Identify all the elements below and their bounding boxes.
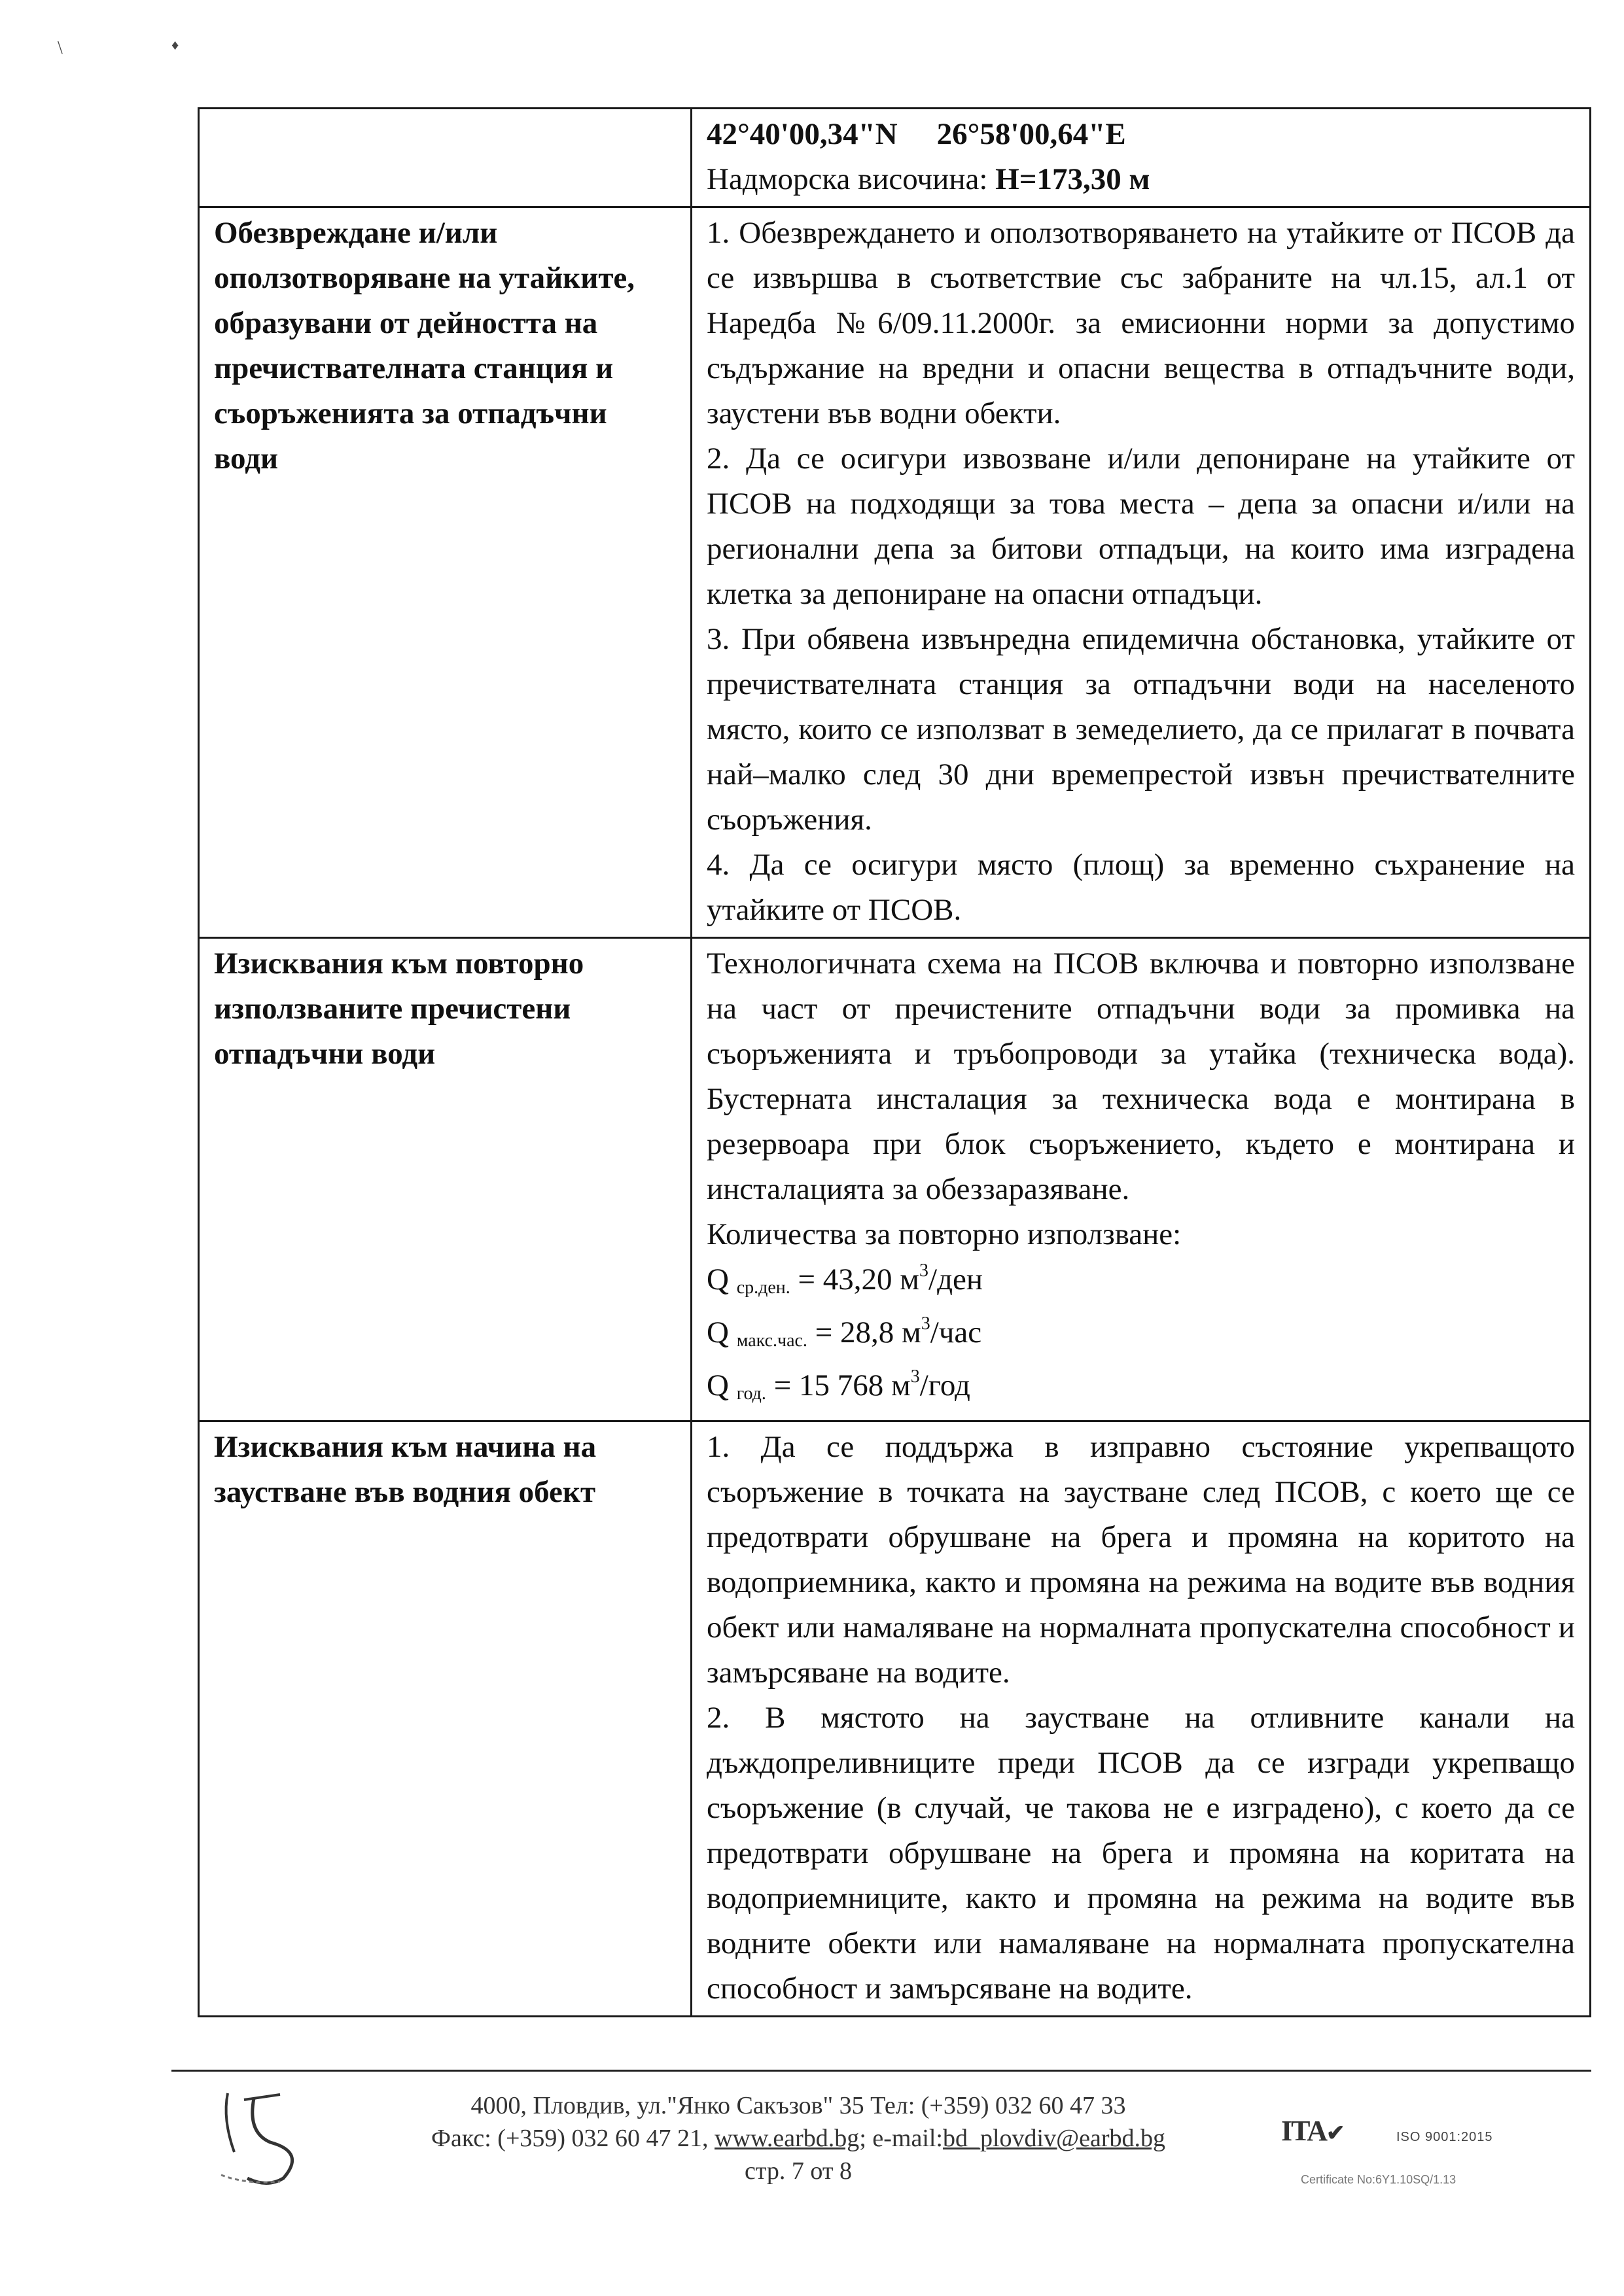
organization-logo-icon (208, 2080, 339, 2191)
row-content-cell (692, 1421, 1591, 2017)
latitude: 42°40'00,34"N (707, 117, 898, 151)
page-number: стр. 7 от 8 (744, 2157, 853, 2185)
table-row (199, 938, 1591, 1421)
coordinates (707, 112, 1575, 157)
longitude: 26°58'00,64"E (936, 117, 1126, 151)
row-content-cell (692, 207, 1591, 938)
quantity-line: Q $_{ср.ден.}$ = 43,20 $м^3$/ден (707, 1261, 983, 1298)
iso-certification: ISO 9001:2015 (1396, 2130, 1493, 2144)
row-heading-cell (199, 109, 692, 207)
requirement-paragraph: 1. Да се поддържа в изправно състояние укрепващото съоръжение в точката на заустване след ПСОВ, с което ще се предотврати обрушване на брега и промяна на коритото на водоприемника, както и промяна на режима на водите във водния обект или намаляване на нормалната пропускателна способност и замърсяване на водите. (707, 1430, 1575, 1690)
scan-mark: ♦ (171, 37, 179, 53)
footer-contacts (353, 2089, 1243, 2187)
row-heading-cell: Изисквания към начина на заустване във водния обект (199, 1421, 692, 2017)
table-row (199, 1421, 1591, 2017)
website-link[interactable]: www.earbd.bg (715, 2125, 860, 2152)
requirement-paragraph: Технологичната схема на ПСОВ включва и повторно използване на част от пречистените отпадъчни води за промивка на съоръженията и тръбопроводи за утайка (техническа вода). Бустерната инсталация за техническа вода е монтирана в резервоара при блок съоръжението, където е монтирана и инсталацията за обеззаразяване. (707, 947, 1575, 1206)
requirement-paragraph: 2. В мястото на заустване на отливните канали на дъждопреливниците преди ПСОВ да се изгради укрепващо съоръжение (в случай, че такова не е изградено), с което да се предотврати обрушване на брега и промяна на коритата на водоприемниците, както и промяна на режима на водите във водните обекти или намаляване на нормалната пропускателна способност и замърсяване на водите. (707, 1701, 1575, 2006)
table-row (199, 109, 1591, 207)
footer-address: 4000, Пловдив, ул."Янко Сакъзов" 35 Тел: (+359) 032 60 47 33 (470, 2092, 1126, 2119)
footer-fax-line: Факс: (+359) 032 60 47 21, www.earbd.bg; e-mail:bd_plovdiv@earbd.bg (431, 2125, 1165, 2152)
coordinates-cell (692, 109, 1591, 207)
requirement-paragraph: 4. Да се осигури място (площ) за временно съхранение на утайките от ПСОВ. (707, 848, 1575, 927)
requirement-paragraph: Количества за повторно използване: (707, 1217, 1182, 1251)
table-row (199, 207, 1591, 938)
scan-mark: \ (58, 38, 63, 58)
requirement-paragraph: 3. При обявена извънредна епидемична обстановка, утайките от пречиствателната станция за отпадъчни води на населеното място, които се използват в земеделието, да се прилагат в почвата най–малко след 30 дни времепрестой извън пречиствателните съоръжения. (707, 622, 1575, 837)
certificate-number: Certificate No:6Y1.10SQ/1.13 (1301, 2173, 1456, 2186)
altitude (707, 157, 1575, 202)
row-heading-cell: Изисквания към повторно използваните пречистени отпадъчни води (199, 938, 692, 1421)
quantity-line: Q $_{год.}$ = 15 768 $м^3$/год (707, 1366, 970, 1404)
requirement-paragraph: 2. Да се осигури извозване и/или депониране на утайките от ПСОВ на подходящи за това места – депа за опасни и/или на регионални депа за битови отпадъци, на които има изградена клетка за депониране на опасни отпадъци. (707, 442, 1575, 611)
email-link[interactable]: bd_plovdiv@earbd.bg (943, 2125, 1165, 2152)
ita-logo: ITA✔ (1281, 2115, 1344, 2147)
requirement-paragraph: 1. Обезвреждането и оползотворяването на утайките от ПСОВ да се извършва в съответствие със забраните на чл.15, ал.1 от Наредба №6/09.11.2000г. за емисионни норми за допустимо съдържание на вредни и опасни вещества в отпадъчните води, заустени във водни обекти. (707, 216, 1575, 430)
check-icon: ✔ (1326, 2121, 1344, 2146)
altitude-label: Надморска височина: (707, 162, 996, 196)
quantity-line: Q $_{макс.час.}$ = 28,8 $м^3$/час (707, 1313, 982, 1351)
row-heading-cell: Обезвреждане и/или оползотворяване на утайките, образувани от дейността на пречиствателната станция и съоръженията за отпадъчни води (199, 207, 692, 938)
row-content-cell (692, 938, 1591, 1421)
conditions-table (198, 107, 1591, 2017)
altitude-value: H=173,30 м (995, 162, 1150, 196)
footer-divider (171, 2070, 1591, 2072)
